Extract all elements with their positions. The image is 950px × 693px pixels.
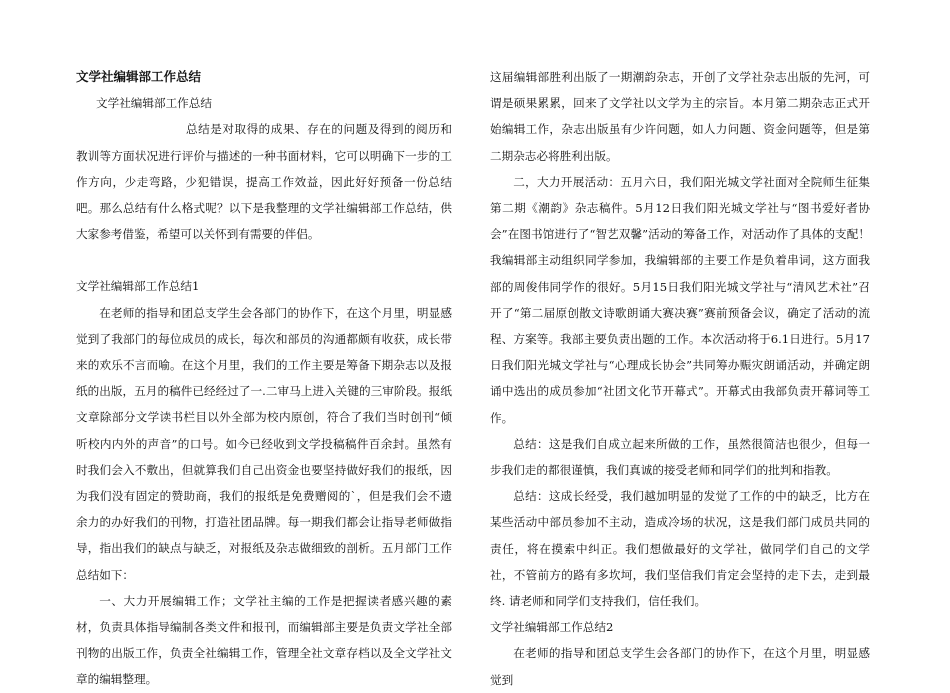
document-subtitle: 文学社编辑部工作总结 bbox=[96, 96, 212, 111]
section2-paragraph-1: 在老师的指导和团总支学生会各部门的协作下，在这个月里，明显感觉到 bbox=[490, 646, 870, 687]
right-column bbox=[490, 64, 870, 693]
section1-paragraph-2: 一、大力开展编辑工作；文学社主编的工作是把握读者感兴趣的素材，负责具体指导编制各类文件和报刊，而编辑部主要是负责文学社全部刊物的出版工作，负责全社编辑工作，管理全社文章存档以及全文学社文章的编辑整理。 bbox=[76, 593, 452, 687]
left-column bbox=[76, 64, 452, 693]
right-paragraph-2: 二，大力开展活动：五月六日，我们阳光城文学社面对全院师生征集第二期《潮韵》杂志稿件。5月12日我们阳光城文学社与“图书爱好者协会”在图书馆进行了“智艺双馨”活动的筹备工作，对活动作了具体的支配！我编辑部主动组织同学参加，我编辑部的主要工作是负着串词，这方面我部的周俊伟同学作的很好。5月15日我们阳光城文学社与“清风艺术社”召开了“第二届原创散文诗歌朗诵大赛决赛”赛前预备会议，确定了活动的流程、方案等。我部主要负责出题的工作。本次活动将于6.1日进行。5月17日我们阳光城文学社与“心理成长协会”共同筹办赈灾朗诵活动，并确定朗诵中选出的成员参加“社团文化节开幕式”。开幕式由我部负责开幕词等工作。 bbox=[490, 174, 870, 425]
section-heading-2: 文学社编辑部工作总结2 bbox=[490, 620, 614, 635]
right-paragraph-1: 这届编辑部胜利出版了一期潮韵杂志，开创了文学社杂志出版的先河，可谓是硕果累累，回来了文学社以文学为主的宗旨。本月第二期杂志正式开始编辑工作，杂志出版虽有少许问题，如人力问题、资金问题等，但是第二期杂志必将胜利出版。 bbox=[490, 70, 870, 163]
right-paragraph-4: 总结：这成长经受，我们越加明显的发觉了工作的中的缺乏，比方在某些活动中部员参加不主动，造成冷场的状况，这是我们部门成员共同的责任，将在摸索中纠正。我们想做最好的文学社，做同学们自己的文学社，不管前方的路有多坎坷，我们坚信我们肯定会坚持的走下去，走到最终. 请老师和同学们支持我们，信任我们。 bbox=[490, 489, 870, 609]
intro-paragraph: 总结是对取得的成果、存在的问题及得到的阅历和教训等方面状况进行评价与描述的一种书面材料，它可以明确下一步的工作方向，少走弯路，少犯错误，提高工作效益，因此好好预备一份总结吧。那么总结有什么格式呢？以下是我整理的文学社编辑部工作总结，供大家参考借鉴，希望可以关怀到有需要的伴侣。 bbox=[76, 122, 452, 242]
section-heading-1: 文学社编辑部工作总结1 bbox=[76, 279, 200, 294]
paragraph-gap bbox=[76, 247, 452, 273]
document-title: 文学社编辑部工作总结 bbox=[76, 69, 202, 84]
section1-paragraph-1: 在老师的指导和团总支学生会各部门的协作下，在这个月里，明显感觉到了我部门的每位成员的成长，每次和部员的沟通都颇有收获，成长带来的欢乐不言而喻。在这个月里，我们的工作主要是筹备下期杂志以及报纸的出版，五月的稿件已经经过了一.二审马上进入关键的三审阶段。报纸文章除部分文学读书栏目以外全部为校内原创，符合了我们当时创刊“倾听校内内外的声音”的口号。如今已经收到文学投稿稿件百余封。虽然有时我们会入不敷出，但就算我们自己出资金也要坚持做好我们的报纸，因为我们没有固定的赞助商，我们的报纸是免费赠阅的`，但是我们会不遗余力的办好我们的刊物，打造社团品牌。每一期我们都会让指导老师做指导，指出我们的缺点与缺乏，对报纸及杂志做细致的剖析。五月部门工作总结如下： bbox=[76, 305, 452, 582]
right-paragraph-3: 总结：这是我们自成立起来所做的工作，虽然很简洁也很少，但每一步我们走的都很谨慎，我们真诚的接受老师和同学们的批判和指教。 bbox=[490, 436, 870, 478]
